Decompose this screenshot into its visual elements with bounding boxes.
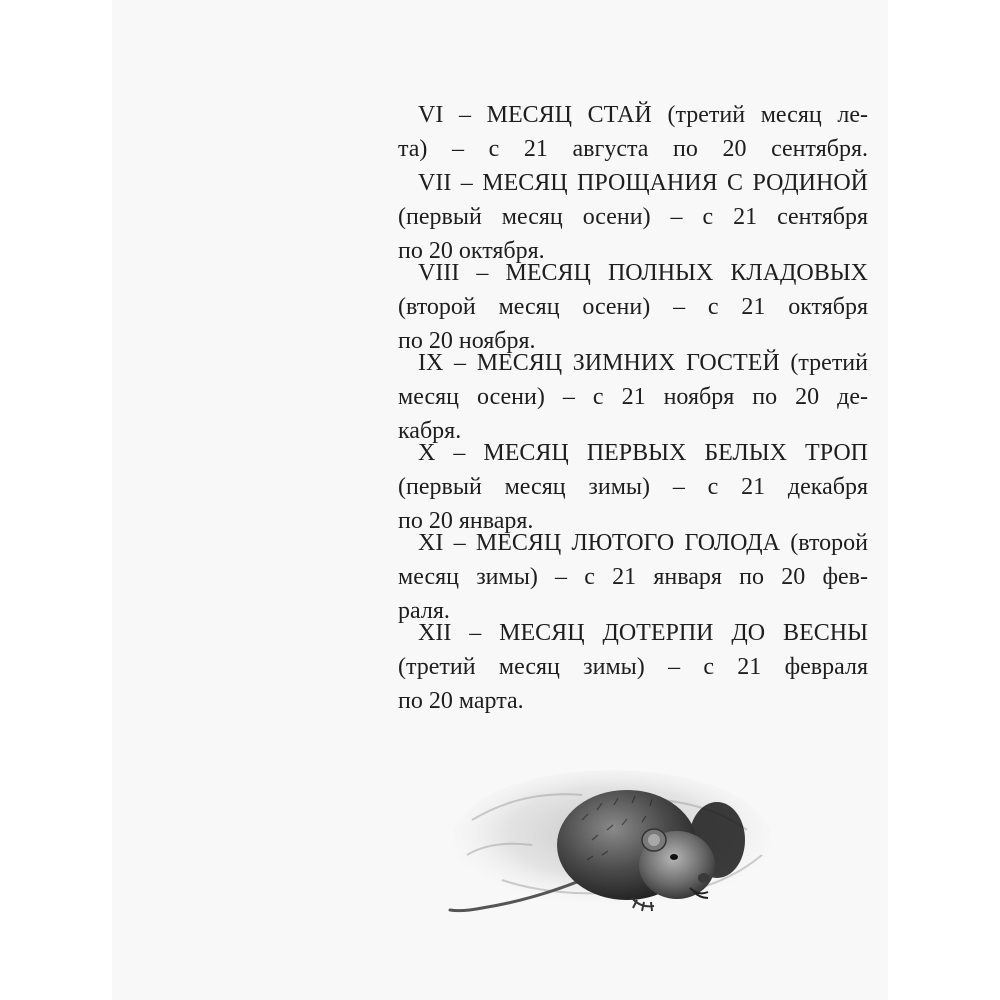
entry-line: XI – МЕСЯЦ ЛЮТОГО ГОЛОДА (второй — [418, 530, 868, 556]
entry-line: по 20 января. — [398, 508, 534, 534]
entry-line: VI – МЕСЯЦ СТАЙ (третий месяц ле- — [418, 102, 868, 128]
entry-line: (первый месяц зимы) – с 21 декабря — [398, 474, 868, 500]
entry-line: (первый месяц осени) – с 21 сентября — [398, 204, 868, 230]
entry-line: раля. — [398, 598, 450, 624]
entry-line: месяц осени) – с 21 ноября по 20 де- — [398, 384, 868, 410]
entry-line: по 20 октября. — [398, 238, 545, 264]
mouse-ear-inner — [648, 834, 660, 846]
entry-line: XII – МЕСЯЦ ДОТЕРПИ ДО ВЕСНЫ — [418, 620, 868, 646]
entry-line: VIII – МЕСЯЦ ПОЛНЫХ КЛАДОВЫХ — [418, 260, 868, 286]
mouse-eye — [670, 854, 678, 860]
entry-line: по 20 ноября. — [398, 328, 536, 354]
mouse-nose — [698, 873, 710, 883]
entry-line: X – МЕСЯЦ ПЕРВЫХ БЕЛЫХ ТРОП — [418, 440, 868, 466]
book-page — [112, 0, 888, 1000]
entry-line: кабря. — [398, 418, 462, 444]
entry-line: (второй месяц осени) – с 21 октября — [398, 294, 868, 320]
entry-line: месяц зимы) – с 21 января по 20 фев- — [398, 564, 868, 590]
mouse-illustration — [442, 760, 782, 930]
entry-line: та) – с 21 августа по 20 сентября. — [398, 136, 868, 162]
entry-line: (третий месяц зимы) – с 21 февраля — [398, 654, 868, 680]
entry-line: IX – МЕСЯЦ ЗИМНИХ ГОСТЕЙ (третий — [418, 350, 868, 376]
entry-line: VII – МЕСЯЦ ПРОЩАНИЯ С РОДИНОЙ — [418, 170, 868, 196]
entry-line: по 20 марта. — [398, 688, 524, 714]
